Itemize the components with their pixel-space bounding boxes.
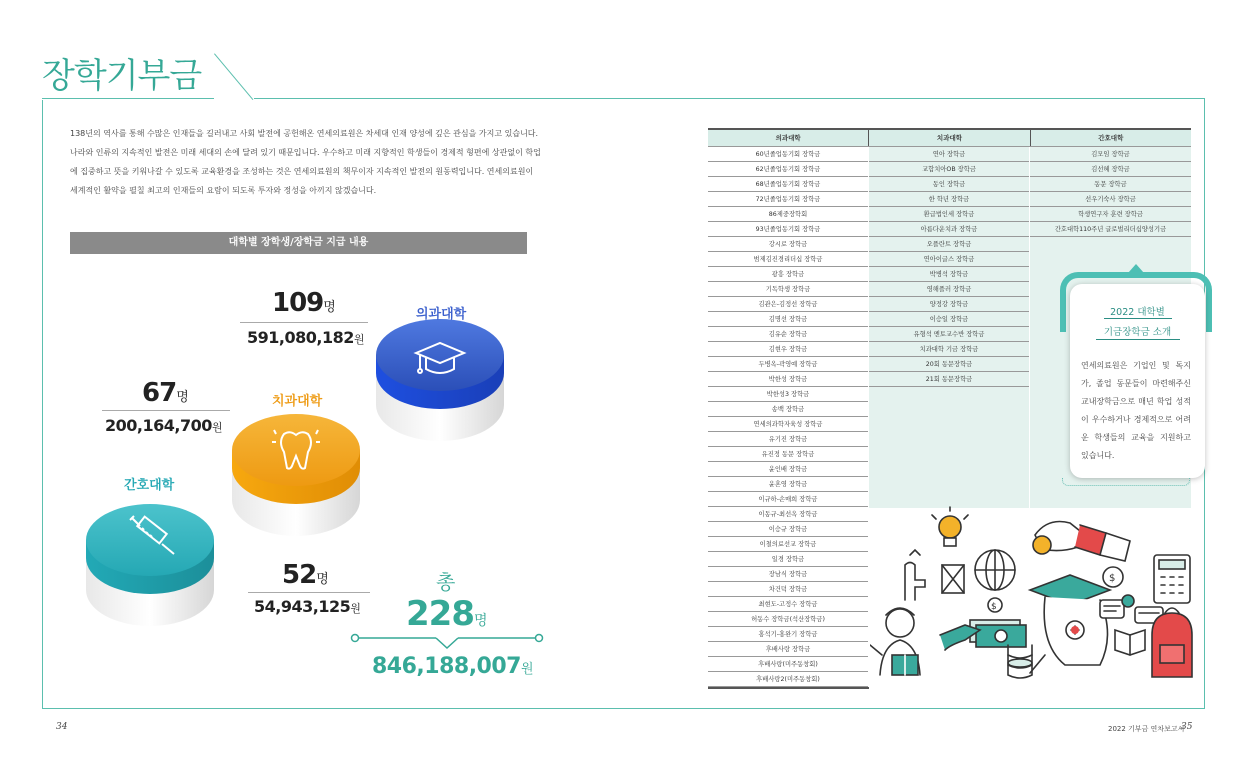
dentistry-label: 치과대학 <box>272 394 323 409</box>
table-cell: 김선혜 장학금 <box>1030 162 1191 177</box>
table-cell: 이승일 장학금 <box>869 312 1029 327</box>
medicine-column <box>708 147 869 687</box>
svg-text:$: $ <box>991 602 997 612</box>
table-cell: 오플란트 장학금 <box>869 237 1029 252</box>
header-nursing: 간호대학 <box>1030 130 1191 146</box>
table-cell: 20회 동문장학금 <box>869 357 1029 372</box>
nursing-label: 간호대학 <box>124 478 175 493</box>
table-cell: 연아이글스 장학금 <box>869 252 1029 267</box>
table-cell: 21회 동문장학금 <box>869 372 1029 387</box>
medicine-disk <box>372 305 508 445</box>
table-cell: 윤혼영 장학금 <box>708 477 868 492</box>
table-cell: 연아 장학금 <box>869 147 1029 162</box>
table-cell: 송백 장학금 <box>708 402 868 417</box>
hand-coin-icon <box>1033 522 1130 562</box>
table-cell: 이승규 장학금 <box>708 522 868 537</box>
nursing-count: 52명 <box>282 560 328 590</box>
table-cell: 강시로 장학금 <box>708 237 868 252</box>
table-cell: 62년졸업동기회 장학금 <box>708 162 868 177</box>
table-cell: 범제김진경리더십 장학금 <box>708 252 868 267</box>
right-page-number: 35 <box>1181 722 1193 732</box>
education-illustration <box>870 505 1200 690</box>
table-cell: 한 학년 장학금 <box>869 192 1029 207</box>
envelope-icon <box>942 565 964 593</box>
dentistry-count: 67명 <box>142 378 188 408</box>
medicine-count: 109명 <box>272 288 335 318</box>
backpack-icon <box>1152 608 1192 677</box>
table-cell: 영해플러 장학금 <box>869 282 1029 297</box>
table-cell: 아름다운치과 장학금 <box>869 222 1029 237</box>
total-divider <box>350 630 544 650</box>
table-cell: 후배사랑 장학금 <box>708 642 868 657</box>
table-cell: 후배사랑(미주동창회) <box>708 657 868 672</box>
total-count: 228명 <box>406 594 487 634</box>
table-cell: 유진정 동문 장학금 <box>708 447 868 462</box>
lightbulb-icon <box>932 507 968 546</box>
report-title: 2022 기부금 연차보고서 <box>1108 725 1185 733</box>
intro-text: 138년의 역사를 통해 수많은 인재들을 길러내고 사회 발전에 공헌해온 연세의료원은 차세대 인재 양성에 깊은 관심을 가지고 있습니다. 나라와 인류의 지속적인 발전은 미래 세대의 손에 달려 있기 때문입니다. 우수하고 미래 지향적인 학생들이 경제적 형편에 상관없이 학업 에 집중하고 뜻을 키워나갈 수 있도록 교육환경을 조성하는 것은 연세의료원의 책무이자 지속적인 발전의 원동력입니다. 연세의료원이 세계적인 활약을 펼칠 최고의 인재들의 요람이 되도록 투자와 정성을 아끼지 않겠습니다. <box>70 129 541 195</box>
table-cell: 유기진 장학금 <box>708 432 868 447</box>
table-cell: 교합치아OB 장학금 <box>869 162 1029 177</box>
table-cell: 허동수 장학금(석산장학금) <box>708 612 868 627</box>
info-heading-year: 2022 대학별 <box>1110 307 1165 318</box>
table-cell: 최현도-고정수 장학금 <box>708 597 868 612</box>
table-cell: 치과대학 기금 장학금 <box>869 342 1029 357</box>
table-cell: 박한성3 장학금 <box>708 387 868 402</box>
book-icon <box>1115 630 1145 655</box>
table-cell: 박병석 장학금 <box>869 267 1029 282</box>
table-cell: 김관은-김정선 장학금 <box>708 297 868 312</box>
table-cell: 유형석 멘토교수반 장학금 <box>869 327 1029 342</box>
left-page-number: 34 <box>56 722 68 732</box>
info-body: 연세의료원은 기업인 및 독지가, 졸업 동문들이 마련해주신 교내장학금으로 매년 학업 성적이 우수하거나 경제적으로 어려운 학생들의 교육을 지원하고 있습니다. <box>1081 361 1191 460</box>
table-cell: 동문 장학금 <box>1030 177 1191 192</box>
title-decor-line <box>214 53 253 100</box>
header-dentistry: 치과대학 <box>868 130 1029 146</box>
table-cell: 기독학생 장학금 <box>708 282 868 297</box>
dentistry-amount: 200,164,700원 <box>105 416 222 435</box>
dentistry-disk <box>228 400 364 540</box>
table-cell: 연세의과학자육성 장학금 <box>708 417 868 432</box>
svg-text:$: $ <box>1109 573 1116 584</box>
table-cell: 간호대학110주년 글로벌리더십양성기금 <box>1030 222 1191 237</box>
dentistry-column <box>869 147 1030 508</box>
table-cell: 이동규-최선옥 장학금 <box>708 507 868 522</box>
medicine-label: 의과대학 <box>416 307 467 322</box>
table-header <box>708 130 1191 147</box>
table-cell: 홍석기-홍완기 장학금 <box>708 627 868 642</box>
table-cell: 장남식 장학금 <box>708 567 868 582</box>
total-amount: 846,188,007원 <box>372 654 534 679</box>
table-cell: 김명선 장학금 <box>708 312 868 327</box>
table-cell: 68년졸업동기회 장학금 <box>708 177 868 192</box>
table-cell: 93년졸업동기회 장학금 <box>708 222 868 237</box>
table-cell: 김현우 장학금 <box>708 342 868 357</box>
table-cell: 후배사랑2(미주동창회) <box>708 672 868 687</box>
globe-icon <box>975 550 1015 612</box>
student-head-icon <box>1030 575 1110 665</box>
table-cell: 두병옥-곽영예 장학금 <box>708 357 868 372</box>
calculator-icon <box>1154 555 1190 603</box>
table-cell: 72년졸업동기회 장학금 <box>708 192 868 207</box>
table-cell: 광흥 장학금 <box>708 267 868 282</box>
nursing-amount: 54,943,125원 <box>254 597 361 616</box>
table-cell: 선우기숙사 장학금 <box>1030 192 1191 207</box>
header-medicine: 의과대학 <box>775 134 801 142</box>
table-cell: 이철의료선교 장학금 <box>708 537 868 552</box>
page-title: 장학기부금 <box>42 56 202 96</box>
info-heading-title: 기금장학금 소개 <box>1103 327 1172 338</box>
table-cell: 김모임 장학금 <box>1030 147 1191 162</box>
table-cell: 60년졸업동기회 장학금 <box>708 147 868 162</box>
table-cell: 이규하-손매희 장학금 <box>708 492 868 507</box>
table-cell: 양정강 장학금 <box>869 297 1029 312</box>
table-cell: 학생연구자 훈련 장학금 <box>1030 207 1191 222</box>
table-cell: 차건덕 장학금 <box>708 582 868 597</box>
table-cell: 동인 장학금 <box>869 177 1029 192</box>
money-icon <box>970 620 1032 678</box>
page-title-wrap <box>42 48 209 100</box>
table-cell: 박한성 장학금 <box>708 372 868 387</box>
table-cell: 윤인배 장학금 <box>708 462 868 477</box>
total-label: 총 <box>436 570 456 594</box>
reader-icon <box>870 608 920 675</box>
medicine-amount: 591,080,182원 <box>247 328 364 347</box>
dollar-bubble-icon <box>1103 567 1123 587</box>
table-cell: 86제중장학회 <box>708 207 868 222</box>
section-title-bar: 대학별 장학생/장학금 지급 내용 <box>70 232 527 254</box>
table-cell: 김유순 장학금 <box>708 327 868 342</box>
table-cell: 환급법인세 장학금 <box>869 207 1029 222</box>
table-cell: 일경 장학금 <box>708 552 868 567</box>
nursing-disk <box>82 490 218 630</box>
